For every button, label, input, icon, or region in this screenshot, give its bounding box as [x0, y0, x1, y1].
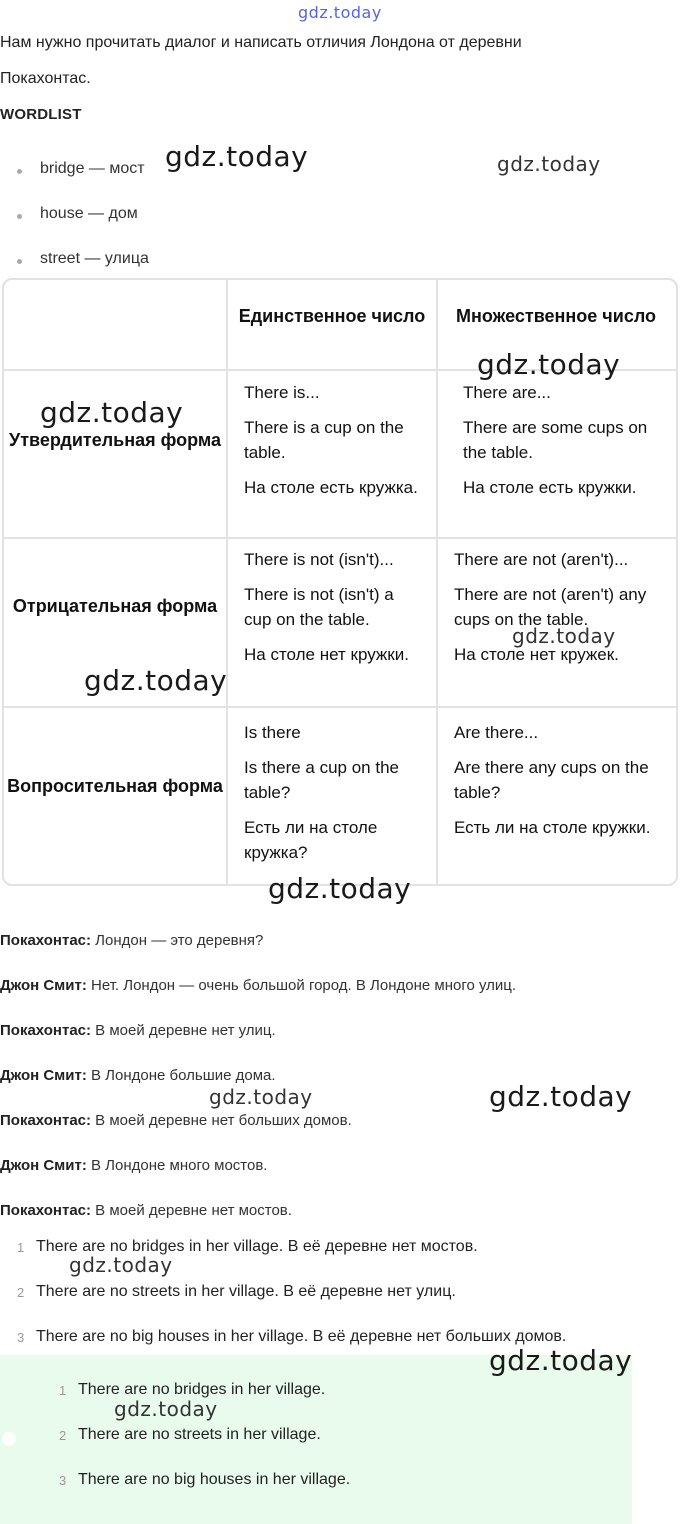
dialog-text: Нет. Лондон — очень большой город. В Лондоне много улиц.: [86, 977, 517, 994]
dialog-text: В Лондоне большие дома.: [86, 1067, 276, 1084]
cell-text: There are...: [463, 383, 551, 402]
cell-text: There is...: [244, 383, 320, 402]
cell-text: There is a cup on the table.: [244, 418, 404, 462]
bullet-dot: [17, 259, 22, 264]
cell-plural-interrogative: [454, 720, 654, 850]
cell-text: Is there a cup on the table?: [244, 758, 399, 802]
cell-text: Есть ли на столе кружка?: [244, 818, 378, 862]
watermark: gdz.today: [268, 872, 412, 905]
list-number: 3: [17, 1330, 25, 1345]
answer-item: There are no big houses in her village.: [78, 1471, 351, 1488]
watermark: gdz.today: [512, 624, 616, 648]
dialog-text: В Лондоне много мостов.: [86, 1157, 268, 1174]
dialog-line: [0, 1112, 352, 1129]
speaker-name: Джон Смит:: [0, 1157, 87, 1174]
speaker-name: Джон Смит:: [0, 1067, 87, 1084]
speaker-name: Джон Смит:: [0, 977, 87, 994]
dialog-line: [0, 977, 516, 994]
cell-text: На столе есть кружки.: [463, 478, 637, 497]
list-number: 3: [59, 1473, 67, 1488]
wordlist-item: house — дом: [40, 205, 138, 222]
row-label-affirmative: Утвердительная форма: [9, 430, 221, 450]
watermark: gdz.today: [497, 152, 601, 176]
cell-text: Are there...: [454, 723, 539, 742]
wordlist-title: WORDLIST: [0, 106, 82, 123]
dialog-text: В моей деревне нет больших домов.: [91, 1112, 352, 1129]
intro-line-1: Нам нужно прочитать диалог и написать отличия Лондона от деревни: [0, 34, 522, 51]
explained-item: There are no big houses in her village. В её деревне нет больших домов.: [36, 1328, 567, 1345]
watermark: gdz.today: [114, 1397, 218, 1421]
list-number: 1: [59, 1383, 67, 1398]
intro-line-2: Покахонтас.: [0, 70, 91, 87]
row-label-interrogative: Вопросительная форма: [7, 776, 223, 796]
cell-singular-interrogative: [244, 720, 422, 875]
cell-text: На столе нет кружки.: [244, 645, 409, 664]
dialog-text: В моей деревне нет улиц.: [91, 1022, 276, 1039]
wordlist-item: street — улица: [40, 250, 149, 267]
row-label-negative: Отрицательная форма: [12, 596, 218, 616]
list-number: 1: [17, 1240, 25, 1255]
cell-text: На столе нет кружек.: [454, 645, 619, 664]
cell-singular-affirmative: [244, 380, 424, 510]
cell-text: There is not (isn't) a cup on the table.: [244, 585, 394, 629]
cell-text: There are not (aren't)...: [454, 550, 629, 569]
cell-singular-negative: [244, 547, 422, 677]
table-divider: [4, 706, 676, 708]
explained-item: There are no streets in her village. В её деревне нет улиц.: [36, 1283, 456, 1300]
cell-text: There is not (isn't)...: [244, 550, 394, 569]
watermark: gdz.today: [40, 396, 184, 429]
bullet-dot: [17, 169, 22, 174]
watermark: gdz.today: [489, 1344, 633, 1377]
list-number: 2: [17, 1285, 25, 1300]
bullet-dot: [17, 214, 22, 219]
watermark: gdz.today: [477, 348, 621, 381]
table-header-plural: Множественное число: [455, 306, 657, 326]
dialog-line: [0, 1157, 267, 1174]
play-icon[interactable]: [2, 1432, 16, 1446]
cell-text: There are not (aren't) any cups on the table.: [454, 585, 647, 629]
dialog-text: В моей деревне нет мостов.: [91, 1202, 292, 1219]
wordlist-item: bridge — мост: [40, 160, 145, 177]
watermark: gdz.today: [84, 664, 228, 697]
cell-text: Are there any cups on the table?: [454, 758, 649, 802]
dialog-text: Лондон — это деревня?: [91, 932, 264, 949]
watermark: gdz.today: [69, 1253, 173, 1277]
watermark: gdz.today: [209, 1085, 313, 1109]
answer-item: There are no streets in her village.: [78, 1426, 321, 1443]
dialog-line: [0, 1067, 276, 1084]
cell-text: Is there: [244, 723, 301, 742]
explained-item: There are no bridges in her village. В её деревне нет мостов.: [36, 1238, 478, 1255]
list-number: 2: [59, 1428, 67, 1443]
cell-text: На столе есть кружка.: [244, 478, 418, 497]
watermark: gdz.today: [489, 1080, 633, 1113]
dialog-line: [0, 1202, 292, 1219]
dialog-line: [0, 1022, 276, 1039]
speaker-name: Покахонтас:: [0, 1022, 92, 1039]
dialog-line: [0, 932, 263, 949]
cell-text: There are some cups on the table.: [463, 418, 648, 462]
table-divider: [4, 537, 676, 539]
cell-text: Есть ли на столе кружки.: [454, 818, 651, 837]
answer-item: There are no bridges in her village.: [78, 1381, 326, 1398]
table-header-singular: Единственное число: [238, 306, 426, 326]
watermark: gdz.today: [165, 140, 309, 173]
watermark-top: gdz.today: [298, 3, 382, 22]
speaker-name: Покахонтас:: [0, 932, 92, 949]
cell-plural-affirmative: [463, 380, 663, 510]
speaker-name: Покахонтас:: [0, 1202, 92, 1219]
speaker-name: Покахонтас:: [0, 1112, 92, 1129]
cell-plural-negative: [454, 547, 664, 677]
